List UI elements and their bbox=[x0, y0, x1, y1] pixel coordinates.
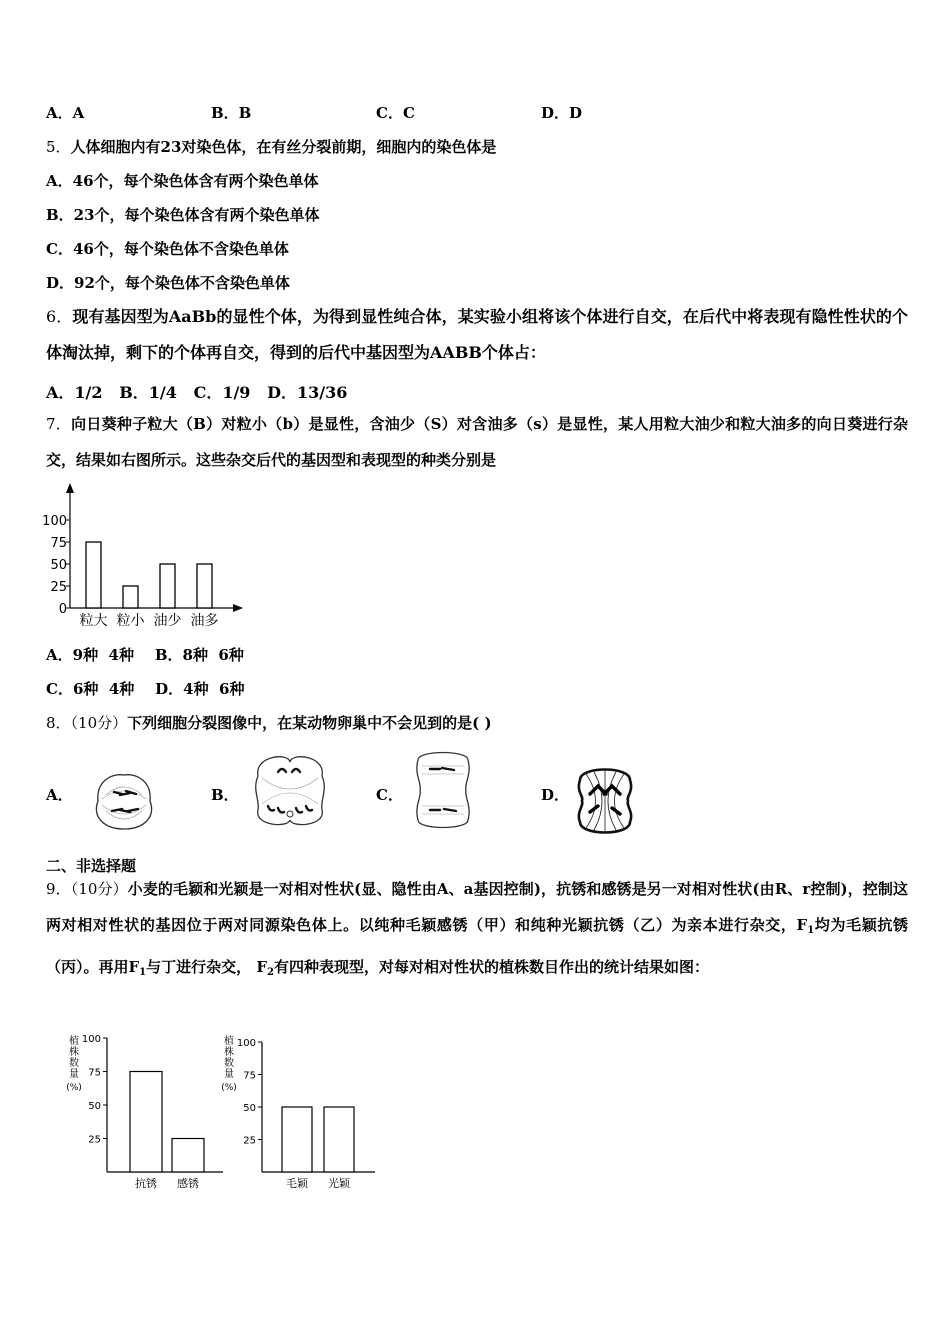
q9-rust-chart-y-ticks bbox=[82, 1034, 107, 1146]
q9-rust-chart-bars bbox=[130, 1072, 204, 1173]
q7-bar-粒大 bbox=[86, 542, 101, 608]
q9-rust-chart-categories bbox=[135, 1176, 199, 1190]
q9-glume-y-tick-label: 25 bbox=[243, 1135, 256, 1147]
q9-rust-ylabel-unit: (%) bbox=[66, 1083, 82, 1093]
q9-rust-ylabel-char: 数 bbox=[69, 1058, 79, 1069]
q9-rust-y-tick-label: 50 bbox=[88, 1101, 101, 1112]
q7-category-label: 油少 bbox=[153, 613, 182, 629]
q8-option-a-label[interactable]: A． bbox=[46, 786, 73, 804]
q9-rust-y-tick-label: 75 bbox=[88, 1067, 101, 1079]
q7-number: 7． bbox=[46, 415, 72, 433]
q9-glume-ylabel-char: 量 bbox=[224, 1069, 234, 1080]
q9-number: 9． bbox=[46, 880, 71, 898]
q9-rust-y-tick-label: 25 bbox=[88, 1134, 101, 1146]
q9-sub-3: 2 bbox=[267, 967, 274, 978]
q8-option-c-cell-image[interactable] bbox=[408, 748, 478, 832]
q7-chart-categories bbox=[80, 612, 219, 629]
q5-option-d[interactable]: D．92个，每个染色体不含染色单体 bbox=[46, 274, 290, 292]
q9-glume-chart-ylabel bbox=[221, 1034, 237, 1093]
q6-options[interactable]: A．1/2 B．1/4 C．1/9 D．13/36 bbox=[46, 383, 348, 402]
q9-rust-ylabel-char: 量 bbox=[69, 1069, 79, 1080]
q9-glume-ylabel-char: 株 bbox=[224, 1047, 234, 1058]
q5-number: 5． bbox=[46, 138, 71, 156]
q8-option-c-label[interactable]: C． bbox=[376, 786, 403, 804]
q9-glume-ylabel-char: 数 bbox=[224, 1058, 234, 1069]
q8-stem-text: 下列细胞分裂图像中，在某动物卵巢中不会见到的是( ) bbox=[127, 714, 492, 732]
q8-number: 8． bbox=[46, 714, 71, 732]
q8-option-b-label[interactable]: B． bbox=[211, 786, 239, 804]
q9-glume-chart-axes bbox=[262, 1042, 375, 1172]
q7-category-label: 粒大 bbox=[79, 613, 108, 629]
q9-rust-bar-感锈 bbox=[172, 1139, 204, 1173]
q9-sub-1: 1 bbox=[807, 925, 815, 936]
q9-stem bbox=[46, 871, 908, 991]
q9-stem-c: 与丁进行杂交， F bbox=[146, 958, 267, 976]
q9-glume-chart-y-ticks bbox=[237, 1038, 262, 1147]
q9-sub-2: 1 bbox=[139, 967, 147, 978]
q7-chart-bars bbox=[86, 542, 212, 608]
q4-option-c[interactable]: C．C bbox=[376, 104, 415, 122]
q9-glume-y-tick-label: 100 bbox=[236, 1038, 256, 1049]
q9-rust-y-tick-label: 100 bbox=[81, 1034, 101, 1045]
q9-rust-chart-ylabel bbox=[66, 1034, 82, 1093]
q7-bar-油少 bbox=[160, 564, 175, 608]
q4-option-a[interactable]: A．A bbox=[46, 104, 85, 122]
q7-stem bbox=[46, 406, 908, 478]
q4-option-d[interactable]: D．D bbox=[541, 104, 583, 122]
q9-rust-chart-axes bbox=[107, 1038, 223, 1172]
q9-glume-ylabel-unit: (%) bbox=[221, 1083, 237, 1093]
q4-option-b[interactable]: B．B bbox=[211, 104, 252, 122]
q9-glume-category-label: 毛颖 bbox=[286, 1177, 308, 1190]
q6-stem-text: 现有基因型为AaBb的显性个体，为得到显性纯合体，某实验小组将该个体进行自交，在后代中将表现有隐性性状的个体淘汰掉，剩下的个体再自交，得到的后代中基因型为AABB个体占： bbox=[46, 307, 908, 362]
q7-y-tick-label: 50 bbox=[50, 558, 67, 573]
q5-option-b[interactable]: B．23个，每个染色体含有两个染色单体 bbox=[46, 206, 320, 224]
q7-y-tick-label: 25 bbox=[50, 580, 67, 595]
q9-glume-y-tick-label: 50 bbox=[243, 1103, 256, 1114]
q9-score: （10分） bbox=[70, 880, 128, 898]
q8-stem bbox=[46, 712, 492, 733]
q9-rust-category-label: 感锈 bbox=[177, 1177, 199, 1190]
q9-glume-bar-光颖 bbox=[324, 1107, 354, 1172]
q8-option-d-cell-image[interactable] bbox=[572, 764, 638, 838]
q9-glume-y-tick-label: 75 bbox=[243, 1070, 256, 1082]
q7-category-label: 油多 bbox=[190, 613, 219, 629]
q7-chart-y-ticks bbox=[42, 514, 70, 617]
q9-rust-chart bbox=[58, 1030, 228, 1195]
q9-rust-bar-抗锈 bbox=[130, 1072, 162, 1173]
q7-bar-粒小 bbox=[123, 586, 138, 608]
q5-option-a[interactable]: A．46个，每个染色体含有两个染色单体 bbox=[46, 172, 319, 190]
q9-glume-category-label: 光颖 bbox=[328, 1177, 350, 1190]
q9-glume-chart bbox=[220, 1030, 385, 1195]
q7-category-label: 粒小 bbox=[116, 613, 145, 629]
section-title: 二、非选择题 bbox=[46, 857, 137, 875]
q8-option-d-label[interactable]: D． bbox=[541, 786, 570, 804]
q9-rust-ylabel-char: 株 bbox=[69, 1047, 79, 1058]
q9-rust-ylabel-char: 植 bbox=[69, 1036, 79, 1047]
q7-bar-chart bbox=[38, 480, 253, 635]
q9-stem-d: 有四种表现型，对每对相对性状的植株数目作出的统计结果如图： bbox=[273, 958, 709, 976]
q5-stem-text: 人体细胞内有23对染色体，在有丝分裂前期，细胞内的染色体是 bbox=[70, 138, 497, 156]
q7-stem-text: 向日葵种子粒大（B）对粒小（b）是显性，含油少（S）对含油多（s）是显性，某人用粒大油少和粒大油多的向日葵进行杂交，结果如右图所示。这些杂交后代的基因型和表现型的种类分别是 bbox=[46, 415, 909, 469]
q6-stem bbox=[46, 299, 908, 371]
q5-option-c[interactable]: C．46个，每个染色体不含染色单体 bbox=[46, 240, 289, 258]
q9-glume-chart-categories bbox=[286, 1176, 351, 1190]
q9-glume-chart-bars bbox=[282, 1107, 354, 1172]
q8-option-a-cell-image[interactable] bbox=[84, 765, 164, 835]
q9-stem-b: 均为毛颖抗锈（丙）。再用F bbox=[46, 916, 908, 976]
q5-stem bbox=[46, 136, 496, 157]
q7-options-row2[interactable]: C．6种 4种 D．4种 6种 bbox=[46, 680, 245, 698]
q9-glume-ylabel-char: 植 bbox=[224, 1036, 234, 1047]
q9-rust-category-label: 抗锈 bbox=[135, 1177, 157, 1190]
q8-score: （10分） bbox=[70, 714, 128, 732]
q7-options-row1[interactable]: A．9种 4种 B．8种 6种 bbox=[46, 646, 244, 664]
q7-y-tick-label: 100 bbox=[42, 514, 67, 529]
q9-glume-bar-毛颖 bbox=[282, 1107, 312, 1172]
q7-y-tick-label: 75 bbox=[50, 536, 67, 551]
q6-number: 6． bbox=[46, 307, 73, 326]
q7-y-tick-label: 0 bbox=[58, 602, 67, 617]
q8-option-b-cell-image[interactable] bbox=[248, 748, 332, 832]
q9-stem-a: 小麦的毛颖和光颖是一对相对性状(显、隐性由A、a基因控制)，抗锈和感锈是另一对相对性状(由R、r控制)，控制这两对相对性状的基因位于两对同源染色体上。以纯种毛颖感锈（甲）和纯种光颖抗锈（乙）为亲本进行杂交，F bbox=[46, 880, 909, 934]
q7-bar-油多 bbox=[197, 564, 212, 608]
